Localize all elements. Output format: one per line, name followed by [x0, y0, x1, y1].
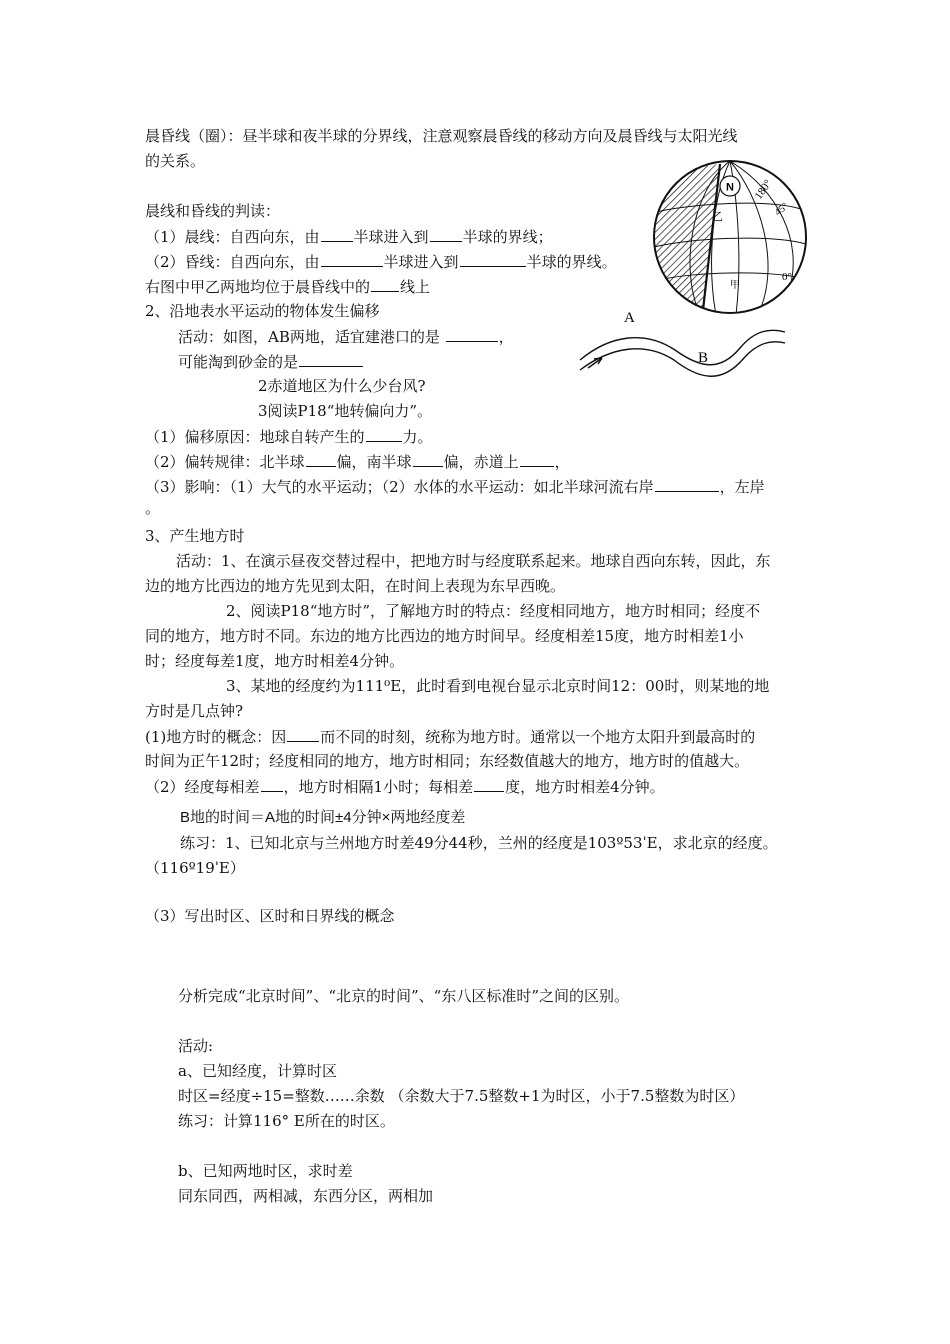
- blank[interactable]: [446, 326, 498, 342]
- exercise-2: 练习：计算116° E所在的时区。: [178, 1112, 395, 1130]
- blank[interactable]: [299, 351, 363, 367]
- question-3: 3阅读P18“地转偏向力”。: [258, 402, 433, 420]
- concept-1-cont: 时间为正午12时；经度相同的地方，地方时相同；东经数值越大的地方，地方时的值越大。: [145, 752, 750, 770]
- question-2: 2赤道地区为什么少台风?: [258, 377, 426, 395]
- task-b: b、已知两地时区，求时差: [178, 1162, 353, 1180]
- blank[interactable]: [306, 451, 336, 467]
- label-0: 0°: [782, 271, 792, 283]
- blank[interactable]: [287, 726, 319, 742]
- river-bank-upper: [580, 330, 785, 364]
- act-2-line-1: 2、阅读P18“地方时”，了解地方时的特点：经度相同地方，地方时相同；经度不: [226, 602, 761, 620]
- label-180: 180°: [752, 177, 775, 202]
- blank[interactable]: [321, 251, 383, 267]
- act-3-line-1: 3、某地的经度约为111⁰E，此时看到电视台显示北京时间12：00时，则某地的地: [226, 677, 770, 695]
- formula: B地的时间＝A地的时间±4分钟×两地经度差: [180, 809, 466, 826]
- blank[interactable]: [321, 226, 353, 242]
- exercise-1-line-2: （116º19ˈE）: [145, 859, 245, 877]
- blank[interactable]: [520, 451, 554, 467]
- cause-line: （1）偏移原因：地球自转产生的 力。: [145, 428, 433, 446]
- label-b: B: [698, 350, 709, 366]
- river-bank-lower: [580, 342, 785, 376]
- dawn-line: （1）晨线：自西向东，由 半球进入到 半球的界线；: [145, 228, 553, 246]
- act-1-line-1: 活动：1、在演示昼夜交替过程中，把地方时与经度联系起来。地球自西向东转，因此，东: [176, 552, 771, 570]
- river-figure: [570, 300, 790, 390]
- blank[interactable]: [655, 476, 719, 492]
- intro-line-2: 的关系。: [145, 152, 206, 170]
- blank[interactable]: [474, 776, 504, 792]
- act-2-line-2: 同的地方，地方时不同。东边的地方比西边的地方时间早。经度相差15度，地方时相差1小: [145, 627, 744, 645]
- effect-line: （3）影响：（1）大气的水平运动；（2）水体的水平运动：如北半球河流右岸 ，左岸: [145, 478, 765, 496]
- analyze-line: 分析完成“北京时间”、“北京的时间”、“东八区标准时”之间的区别。: [178, 987, 630, 1005]
- dusk-line: （2）昏线：自西向东，由 半球进入到 半球的界线。: [145, 253, 617, 271]
- jiayi-line: 右图中甲乙两地均位于晨昏线中的 线上: [145, 278, 431, 296]
- rule-2: 同东同西，两相减，东西分区，两相加: [178, 1187, 434, 1205]
- timezone-formula: 时区=经度÷15=整数……余数 （余数大于7.5整数+1为时区，小于7.5整数为时区）: [178, 1087, 745, 1105]
- exercise-1-line-1: 练习：1、已知北京与兰州地方时差49分44秒，兰州的经度是103º53ˈE，求北京的经度。: [180, 834, 778, 852]
- label-a: A: [624, 310, 635, 326]
- act-1-line-2: 边的地方比西边的地方先见到太阳，在时间上表现为东早西晚。: [145, 577, 566, 595]
- effect-end: 。: [145, 499, 161, 517]
- blank[interactable]: [261, 776, 283, 792]
- blank[interactable]: [366, 426, 402, 442]
- section-3-title: 3、产生地方时: [145, 527, 245, 545]
- judge-title: 晨线和昏线的判读：: [145, 202, 281, 220]
- label-north: N: [726, 181, 734, 194]
- blank[interactable]: [371, 276, 399, 292]
- label-yi: 乙: [712, 210, 723, 223]
- task-a: a、已知经度，计算时区: [178, 1062, 337, 1080]
- section-2-title: 2、沿地表水平运动的物体发生偏移: [145, 302, 380, 320]
- act-2-line-3: 时；经度每差1度，地方时相差4分钟。: [145, 652, 405, 670]
- label-45: 45°: [772, 200, 791, 219]
- blank[interactable]: [460, 251, 526, 267]
- blank[interactable]: [430, 226, 462, 242]
- intro-line-1: 晨昏线（圈）：昼半球和夜半球的分界线，注意观察晨昏线的移动方向及晨昏线与太阳光线: [145, 127, 738, 145]
- concept-3: （3）写出时区、区时和日界线的概念: [145, 907, 395, 925]
- globe-figure: [650, 152, 810, 320]
- activity-label: 活动:: [178, 1037, 214, 1055]
- rule-line: （2）偏转规律：北半球 偏，南半球 偏，赤道上 ，: [145, 453, 570, 471]
- concept-1: (1)地方时的概念：因 而不同的时刻，统称为地方时。通常以一个地方太阳升到最高时的: [145, 728, 756, 746]
- label-jia: 甲: [730, 280, 740, 291]
- blank[interactable]: [413, 451, 443, 467]
- activity-2-line: 活动：如图，AB两地，适宜建港口的是 ，: [178, 328, 514, 346]
- gold-line: 可能淘到砂金的是: [178, 351, 364, 372]
- act-3-line-2: 方时是几点钟?: [145, 702, 244, 720]
- concept-2: （2）经度每相差 ，地方时相隔1小时；每相差 度，地方时相差4分钟。: [145, 778, 665, 796]
